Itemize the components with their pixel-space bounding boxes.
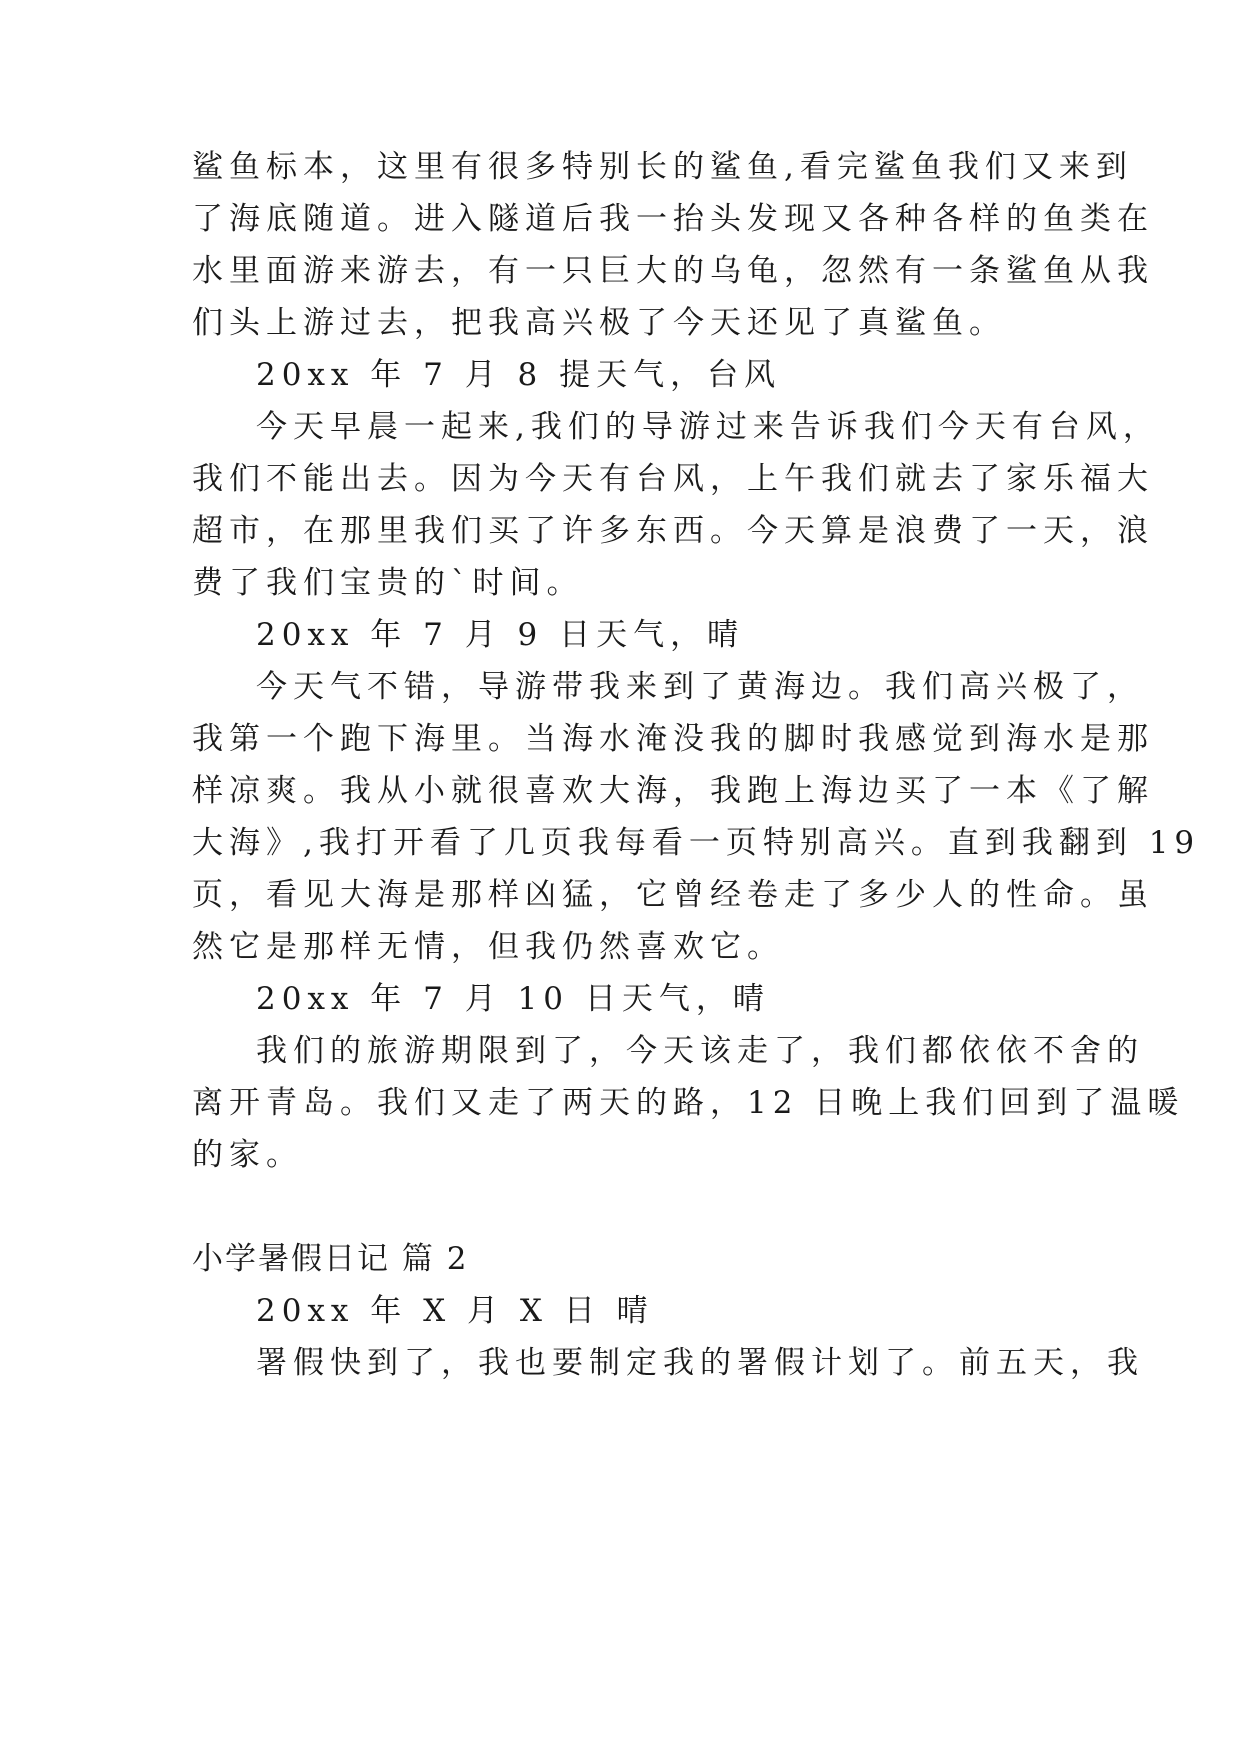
paragraph-line: 超市，在那里我们买了许多东西。今天算是浪费了一天，浪 [192,513,1154,549]
diary-date-heading: 20xx 年 7 月 10 日天气，晴 [256,981,770,1017]
paragraph-line: 费了我们宝贵的`时间。 [192,565,584,601]
paragraph-line: 水里面游来游去，有一只巨大的乌龟，忽然有一条鲨鱼从我 [192,253,1154,289]
section-heading: 小学暑假日记 篇 2 [192,1241,469,1277]
paragraph-line: 然它是那样无情，但我仍然喜欢它。 [192,929,784,965]
paragraph-line: 我们的旅游期限到了，今天该走了，我们都依依不舍的 [256,1033,1144,1069]
paragraph-line: 我第一个跑下海里。当海水淹没我的脚时我感觉到海水是那 [192,721,1154,757]
paragraph-line: 今天气不错，导游带我来到了黄海边。我们高兴极了， [256,669,1144,705]
paragraph-line: 了海底随道。进入隧道后我一抬头发现又各种各样的鱼类在 [192,201,1154,237]
paragraph-line: 今天早晨一起来,我们的导游过来告诉我们今天有台风， [256,409,1160,445]
paragraph-line: 的家。 [192,1137,303,1173]
paragraph-line: 们头上游过去，把我高兴极了今天还见了真鲨鱼。 [192,305,1006,341]
diary-date-heading: 20xx 年 7 月 9 日天气，晴 [256,617,745,653]
paragraph-line: 样凉爽。我从小就很喜欢大海，我跑上海边买了一本《了解 [192,773,1154,809]
paragraph-line: 鲨鱼标本，这里有很多特别长的鲨鱼,看完鲨鱼我们又来到 [192,149,1133,185]
paragraph-line: 我们不能出去。因为今天有台风，上午我们就去了家乐福大 [192,461,1154,497]
paragraph-line: 署假快到了，我也要制定我的署假计划了。前五天，我 [256,1345,1144,1381]
paragraph-line: 离开青岛。我们又走了两天的路，12 日晚上我们回到了温暖 [192,1085,1185,1121]
diary-date-heading: 20xx 年 X 月 X 日 晴 [256,1293,654,1329]
paragraph-line: 大海》,我打开看了几页我每看一页特别高兴。直到我翻到 19 [192,825,1201,861]
paragraph-line: 页，看见大海是那样凶猛，它曾经卷走了多少人的性命。虽 [192,877,1154,913]
diary-date-heading: 20xx 年 7 月 8 提天气，台风 [256,357,782,393]
